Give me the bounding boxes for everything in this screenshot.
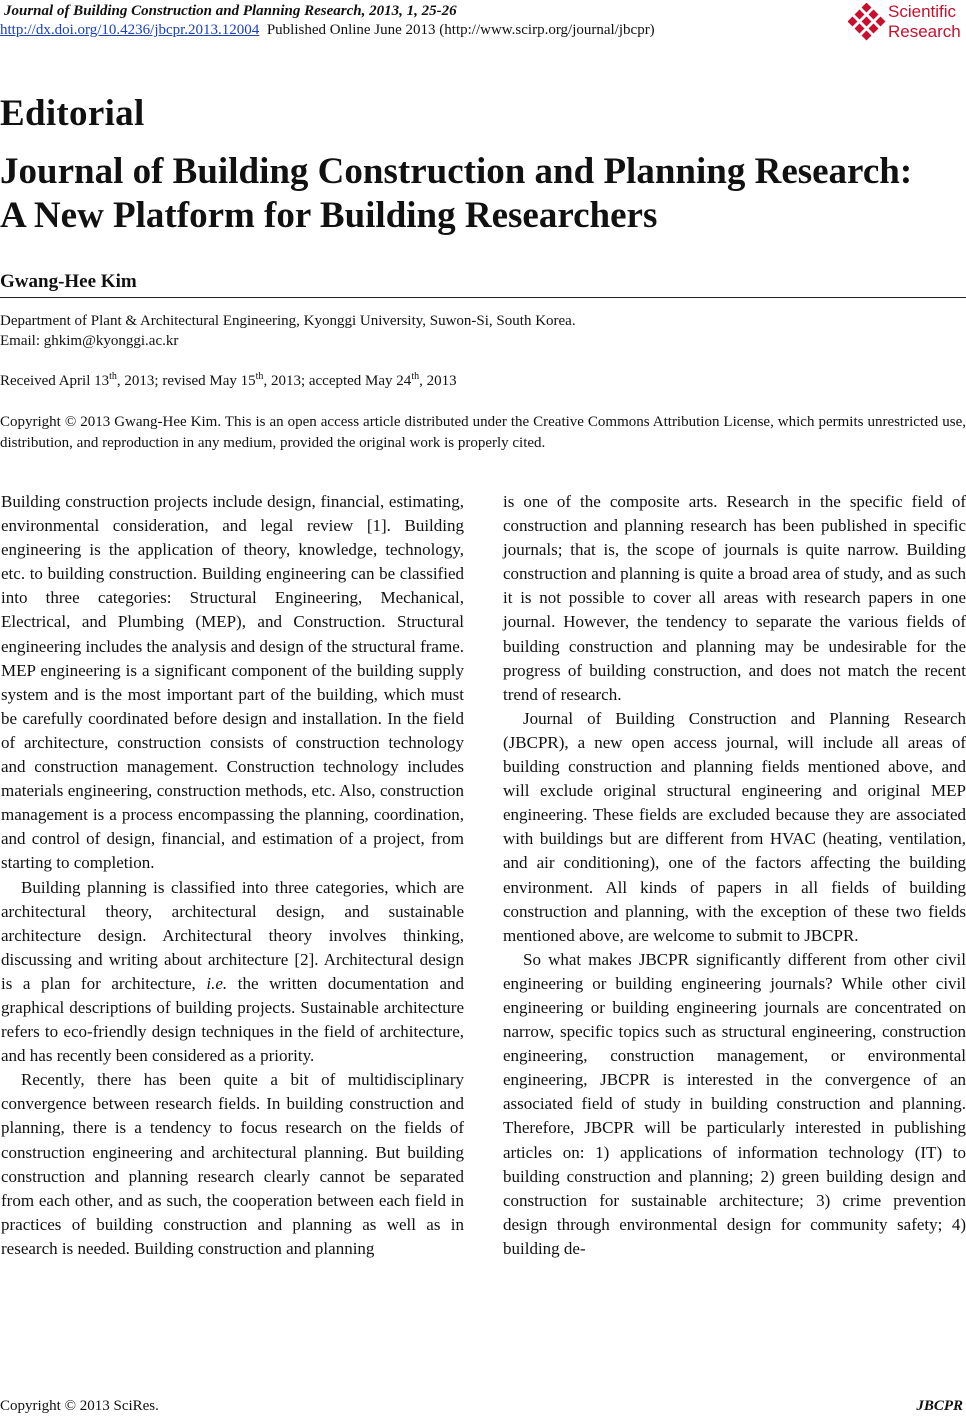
published-info: Published Online June 2013 (http://www.scirp.org/journal/jbcpr): [266, 22, 655, 38]
article-title: [0, 150, 912, 238]
journal-header: [4, 3, 457, 20]
journal-name: Journal of Building Construction and Planning Research: [4, 3, 362, 19]
paragraph: Building planning is classified into three categories, which are architectural theory, architectural design, and sustainable architecture design. Architectural theory involves thinking, discussing and writing about architecture [2]. Architectural design is a plan for architecture, i.e. the written documentation and graphical descriptions of building projects. Sustainable architecture refers to eco-friendly design techniques in the field of architecture, and has recently been considered as a priority.: [1, 877, 464, 1066]
paragraph: So what makes JBCPR significantly different from other civil engineering or building engineering journals? While other civil engineering or building engineering journals are concentrated on narrow, specific topics such as structural engineering, construction engineering, construction management, or environmental engineering, JBCPR is interested in the convergence of an associated field of study in building construction and planning. Therefore, JBCPR will be particularly interested in publishing articles on: 1) applications of information technology (IT) to building construction and planning; 2) green building design and construction for sustainable architecture; 3) crime prevention design through environmental design for community safety; 4) building de-: [503, 949, 966, 1258]
doi-line: [0, 22, 655, 39]
paragraph: Recently, there has been quite a bit of multidisciplinary convergence between research fields. In building construction and planning, there is a tendency to focus research on the fields of construction engineering and architectural planning. But building construction and planning research clearly cannot be separated from each other, and as such, the cooperation between each field in practices of building construction and planning as well as in research is needed. Building construction and planning: [1, 1070, 464, 1258]
footer-copyright: Copyright © 2013 SciRes.: [0, 1398, 159, 1414]
copyright-notice: Copyright © 2013 Gwang-Hee Kim. This is an open access article distributed under the Creative Commons Attribution License, which permits unrestricted use, distribution, and reproduction in any medium, provided the original work is properly cited.: [0, 414, 966, 451]
doi-link[interactable]: http://dx.doi.org/10.4236/jbcpr.2013.12004: [0, 22, 260, 38]
affiliation: Department of Plant & Architectural Engineering, Kyonggi University, Suwon-Si, South Korea.: [0, 313, 576, 329]
journal-volume: , 2013, 1, 25-26: [361, 3, 457, 19]
article-type: Editorial: [0, 93, 145, 134]
body-column-left: [1, 490, 464, 1261]
author-email: Email: ghkim@kyonggi.ac.kr: [0, 333, 179, 349]
paragraph: Building construction projects include design, financial, estimating, environmental consideration, and legal review [1]. Building engineering is the application of theory, knowledge, technology, etc. to building construction. Building engineering can be classified into three categories: Structural Engineering, Mechanical, Electrical, and Plumbing (MEP), and Construction. Structural engineering includes the analysis and design of the structural frame. MEP engineering is a significant component of the building supply system and is the most important part of the building, which must be carefully coordinated before design and installation. In the field of architecture, construction consists of construction technology and construction management. Construction technology includes materials engineering, construction methods, etc. Also, construction management is a process encompassing the planning, coordination, and control of design, financial, and estimation of a project, from starting to completion.: [1, 492, 464, 873]
scirp-diamond-icon: [848, 3, 886, 41]
author-name: Gwang-Hee Kim: [0, 271, 137, 292]
paragraph: is one of the composite arts. Research in the specific field of construction and planning research has been published in specific journals; that is, the scope of journals is quite narrow. Building construction and planning is quite a broad area of study, and as such it is not possible to cover all areas with research papers in one journal. However, the tendency to separate the various fields of building construction and planning may be undesirable for the progress of building construction, and does not match the recent trend of research.: [503, 492, 966, 704]
footer-journal: JBCPR: [916, 1398, 963, 1414]
paragraph: Journal of Building Construction and Planning Research (JBCPR), a new open access journal, will include all areas of building construction and planning fields mentioned above, and will exclude original structural engineering and original MEP engineering. These fields are excluded because they are associated with buildings but are different from HVAC (heating, ventilation, and air conditioning), one of the factors affecting the building environment. All kinds of papers in all fields of building construction and planning, with the exception of these two fields mentioned above, are welcome to submit to JBCPR.: [503, 708, 966, 945]
publisher-logo: [848, 3, 966, 43]
logo-wordmark: Scientific Research: [888, 2, 961, 41]
body-column-right: [503, 490, 966, 1261]
received-dates: Received April 13th, 2013; revised May 15th, 2013; accepted May 24th, 2013: [0, 371, 457, 389]
affiliation-block: [0, 311, 576, 351]
title-line-1: Journal of Building Construction and Planning Research:: [0, 151, 913, 192]
title-line-2: A New Platform for Building Researchers: [0, 195, 658, 236]
author-divider: [0, 297, 966, 298]
